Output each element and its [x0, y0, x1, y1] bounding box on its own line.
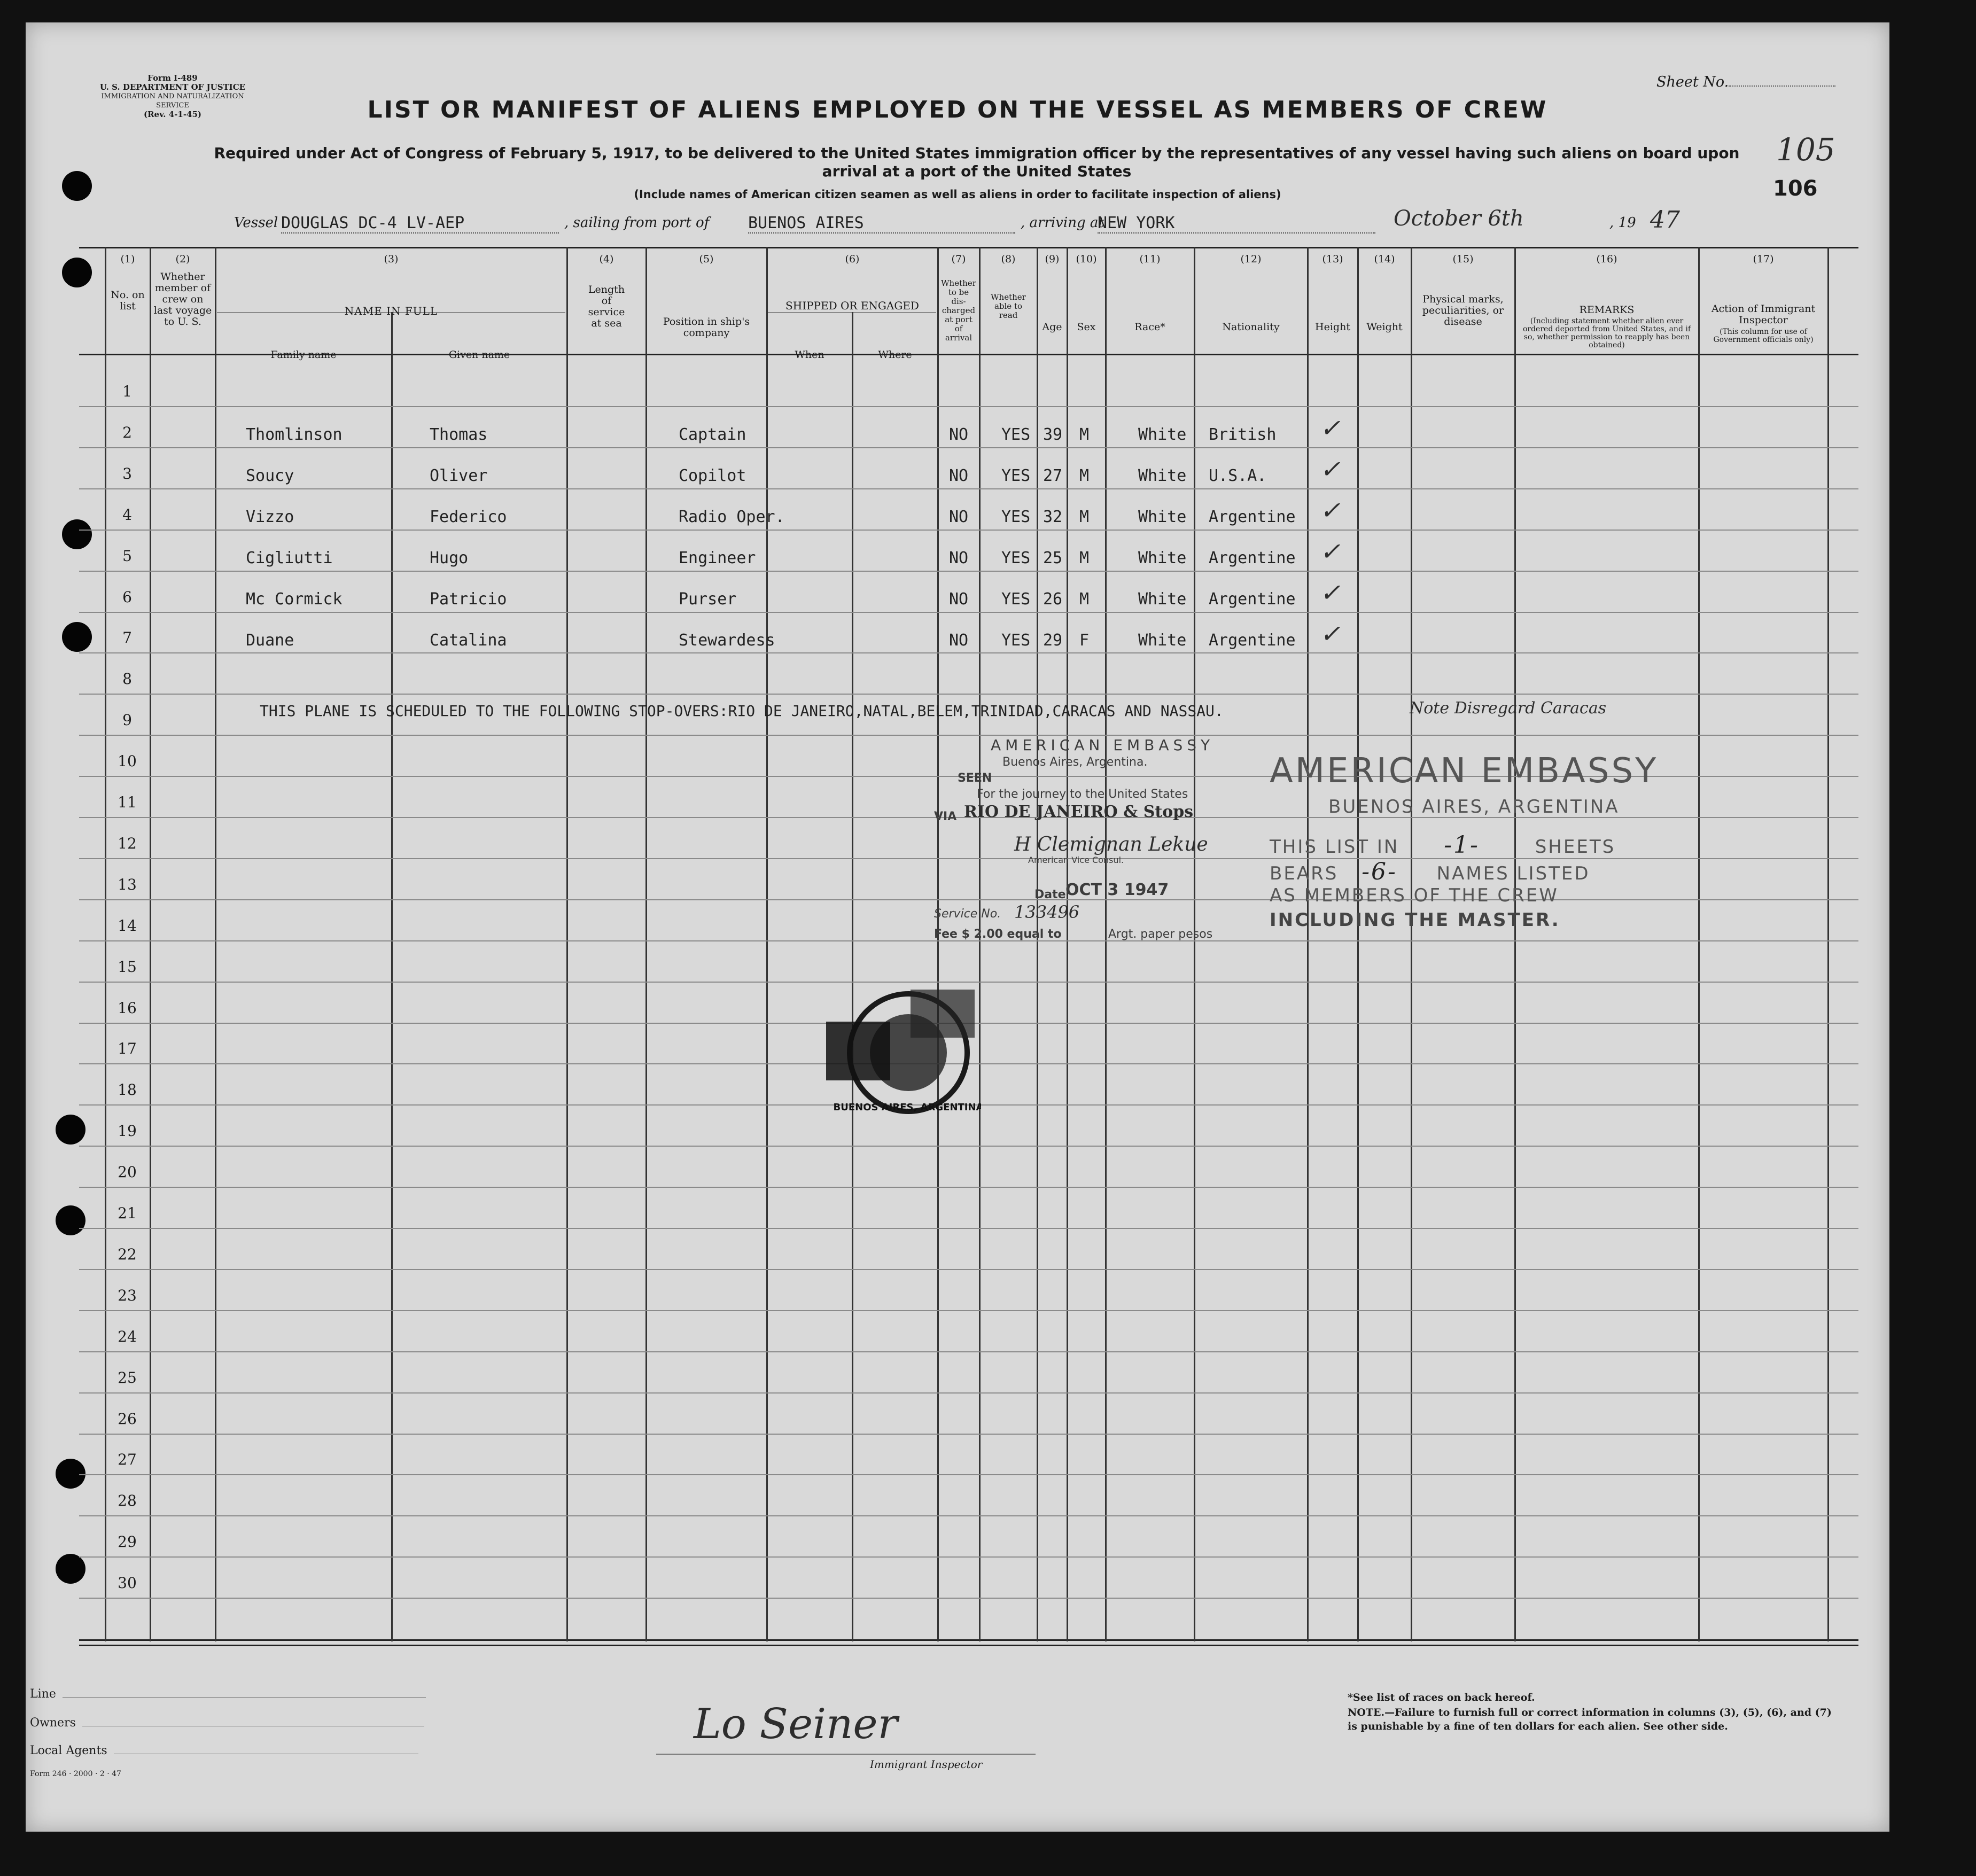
col-number: (2) [175, 253, 190, 265]
col-number: (5) [699, 253, 714, 265]
col-number: (6) [845, 253, 860, 265]
col-line [1827, 247, 1829, 1641]
crew-sex: M [1079, 466, 1090, 485]
inspector-signature-line [656, 1754, 1036, 1755]
header-weight: Weight [1366, 321, 1403, 333]
header-length-of-service: Length of service at sea [588, 284, 625, 329]
inspector-signature: Lo Seiner [694, 1700, 898, 1748]
row-number: 14 [118, 917, 137, 935]
header-nationality: Nationality [1222, 321, 1280, 333]
col-line [215, 247, 216, 1641]
header-inspector-action-title: Action of Immigrant Inspector [1711, 303, 1816, 326]
col-line [150, 247, 151, 1641]
crew-nationality: Argentine [1209, 590, 1296, 609]
embassy-stamp-line6: INCLUDING THE MASTER. [1270, 909, 1560, 931]
col-line [1105, 247, 1107, 1641]
row-number: 21 [118, 1204, 137, 1222]
row-rule [79, 1556, 1858, 1558]
crew-age: 32 [1043, 508, 1063, 526]
crew-able-to-read: YES [1001, 466, 1031, 485]
footer-agents-label: Local Agents [30, 1744, 418, 1757]
row-number: 6 [122, 588, 132, 606]
col-line [1514, 247, 1516, 1641]
punch-hole [56, 1459, 85, 1489]
row-rule [79, 1228, 1858, 1229]
crew-given-name: Hugo [430, 549, 469, 567]
crew-position: Engineer [679, 549, 756, 567]
header-remarks: (Including statement whether alien ever ordered deported from United States, and if so, whether permission to reapply has been obtained) [1522, 317, 1691, 349]
header-shipped-engaged: SHIPPED OR ENGAGED [785, 299, 919, 312]
crew-height-check: ✓ [1320, 537, 1341, 566]
row-rule [79, 1187, 1858, 1188]
crew-able-to-read: YES [1001, 590, 1031, 609]
crew-family-name: Duane [246, 631, 294, 650]
row-rule [79, 1515, 1858, 1516]
row-rule [79, 1392, 1858, 1394]
row-number: 17 [118, 1040, 137, 1057]
header-sex: Sex [1077, 321, 1096, 333]
service-name: IMMIGRATION AND NATURALIZATION SERVICE [101, 92, 244, 110]
crew-given-name: Catalina [430, 631, 507, 650]
row-rule [79, 1474, 1858, 1475]
header-race: Race* [1134, 321, 1165, 333]
row-number: 30 [118, 1574, 137, 1592]
header-given-name: Given name [448, 349, 510, 361]
header-name-in-full: NAME IN FULL [344, 305, 438, 317]
crew-given-name: Federico [430, 508, 507, 526]
header-discharged: Whether to be dis-charged at port of arrival [941, 278, 976, 342]
crew-age: 39 [1043, 425, 1063, 444]
row-rule [79, 652, 1858, 653]
header-shipped-when: When [795, 349, 824, 361]
col-line [1307, 247, 1309, 1641]
visa-stamp-fee-label: Fee $ 2.00 equal to [934, 928, 1062, 941]
crew-nationality: Argentine [1209, 549, 1296, 567]
crew-nationality: British [1209, 425, 1277, 444]
consular-seal [821, 984, 981, 1123]
crew-able-to-read: YES [1001, 425, 1031, 444]
visa-stamp-line1: AMERICAN EMBASSY [991, 736, 1215, 754]
crew-able-to-read: YES [1001, 508, 1031, 526]
crew-family-name: Vizzo [246, 508, 294, 526]
col-number: (10) [1076, 253, 1097, 265]
crew-position: Copilot [679, 466, 746, 485]
crew-race: White [1138, 508, 1187, 526]
col-number: (15) [1452, 253, 1474, 265]
col-number: (16) [1596, 253, 1617, 265]
row-number: 15 [118, 958, 137, 976]
visa-stamp-service-value: 133496 [1014, 902, 1080, 922]
visa-stamp-service-label: Service No. [934, 907, 1001, 921]
row-rule [79, 447, 1858, 448]
row-number: 23 [118, 1287, 137, 1304]
row-rule [79, 899, 1858, 900]
embassy-stamp-line3: THIS LIST IN -1- SHEETS [1270, 831, 1616, 859]
embassy-stamp-line1: AMERICAN EMBASSY [1270, 751, 1659, 791]
crew-age: 29 [1043, 631, 1063, 650]
year-value: 47 [1650, 206, 1680, 233]
visa-stamp-date-value: OCT 3 1947 [1065, 881, 1169, 899]
col-line [852, 312, 853, 1641]
page-number-stamped: 106 [1773, 176, 1818, 201]
crew-race: White [1138, 631, 1187, 650]
races-note: *See list of races on back hereof. [1348, 1692, 1535, 1703]
crew-position: Captain [679, 425, 746, 444]
table-bottom-border-2 [79, 1645, 1858, 1646]
crew-nationality: Argentine [1209, 631, 1296, 650]
col-number: (8) [1001, 253, 1016, 265]
form-subtitle: Required under Act of Congress of February 5, 1917, to be delivered to the United States immigration officer by the representatives of any vessel having such aliens on board upon arrival at a port of the United States [214, 144, 1740, 180]
crew-sex: M [1079, 549, 1090, 567]
row-rule [79, 982, 1858, 983]
crew-family-name: Mc Cormick [246, 590, 343, 609]
row-number: 5 [122, 547, 132, 565]
sheet-number-label: Sheet No. [1656, 74, 1835, 90]
row-rule [79, 1434, 1858, 1435]
col-line [1194, 247, 1195, 1641]
page-number-handwritten: 105 [1776, 131, 1835, 168]
crew-sex: M [1079, 590, 1090, 609]
crew-race: White [1138, 466, 1187, 485]
crew-height-check: ✓ [1320, 496, 1341, 525]
punch-hole [56, 1205, 85, 1235]
row-number: 8 [122, 670, 132, 688]
penalty-note: NOTE.—Failure to furnish full or correct information in columns (3), (5), (6), and (7) is punishable by a fine of ten dollars for each alien. See other side. [1348, 1707, 1832, 1732]
table-bottom-border [79, 1639, 1858, 1641]
header-no-on-list: No. on list [111, 289, 145, 312]
visa-stamp-journey: For the journey to the United States [977, 788, 1188, 801]
col-line [566, 247, 568, 1641]
crew-age: 27 [1043, 466, 1063, 485]
col-number: (17) [1753, 253, 1774, 265]
row-number: 11 [118, 793, 137, 811]
row-number: 9 [122, 711, 132, 729]
row-rule [79, 406, 1858, 407]
department-name: U. S. DEPARTMENT OF JUSTICE [99, 82, 246, 92]
crew-position: Stewardess [679, 631, 775, 650]
crew-height-check: ✓ [1320, 578, 1341, 607]
row-rule [79, 1269, 1858, 1270]
row-number: 13 [118, 876, 137, 893]
revision: (Rev. 4-1-45) [143, 110, 202, 119]
footer-form-number: Form 246 · 2000 · 2 · 47 [30, 1770, 121, 1778]
col-number: (4) [599, 253, 614, 265]
punch-hole [62, 519, 92, 549]
crew-given-name: Thomas [430, 425, 488, 444]
col-line [645, 247, 647, 1641]
visa-stamp-line2: Buenos Aires, Argentina. [1002, 756, 1148, 769]
crew-discharged: NO [949, 631, 969, 650]
row-number: 28 [118, 1492, 137, 1509]
crew-able-to-read: YES [1001, 631, 1031, 650]
crew-sex: M [1079, 508, 1090, 526]
visa-stamp-seen: SEEN [958, 772, 992, 785]
crew-race: White [1138, 425, 1187, 444]
crew-given-name: Oliver [430, 466, 488, 485]
vessel-value: DOUGLAS DC-4 LV-AEP [281, 214, 559, 233]
crew-race: White [1138, 590, 1187, 609]
col-line [979, 247, 981, 1641]
row-number: 1 [122, 383, 132, 400]
col-number: (7) [951, 253, 966, 265]
manifest-sheet [26, 22, 1889, 1832]
row-number: 25 [118, 1369, 137, 1387]
col-line [1067, 247, 1068, 1641]
col-number: (1) [120, 253, 135, 265]
col-number: (13) [1322, 253, 1343, 265]
row-number: 24 [118, 1328, 137, 1345]
row-number: 29 [118, 1533, 137, 1551]
col-number: (9) [1045, 253, 1060, 265]
crew-discharged: NO [949, 549, 969, 567]
row-rule [79, 1598, 1858, 1599]
punch-hole [62, 258, 92, 287]
visa-stamp-consul: American Vice Consul. [1028, 855, 1124, 865]
crew-discharged: NO [949, 466, 969, 485]
col-line [1357, 247, 1359, 1641]
col-line [391, 312, 393, 1641]
crew-family-name: Thomlinson [246, 425, 343, 444]
header-age: Age [1042, 321, 1062, 333]
col-line [1411, 247, 1412, 1641]
header-position: Position in ship's company [663, 316, 750, 339]
col-line [105, 247, 106, 1641]
header-shipped-where: Where [878, 349, 912, 361]
sailing-value: BUENOS AIRES [748, 214, 1015, 233]
arriving-label: , arriving at [1021, 215, 1104, 231]
arriving-value: NEW YORK [1098, 214, 1375, 233]
crew-able-to-read: YES [1001, 549, 1031, 567]
col-line [1037, 247, 1038, 1641]
crew-position: Purser [679, 590, 737, 609]
visa-stamp-via-value: RIO DE JANEIRO & Stops [964, 803, 1194, 821]
row-number: 12 [118, 835, 137, 852]
row-number: 18 [118, 1081, 137, 1099]
row-rule [79, 735, 1858, 736]
crew-height-check: ✓ [1320, 619, 1341, 648]
header-able-to-read: Whether able to read [991, 292, 1026, 320]
punch-hole [62, 622, 92, 652]
crew-family-name: Cigliutti [246, 549, 333, 567]
visa-stamp-signature: H Clemignan Lekue [1014, 834, 1208, 855]
col-line [766, 247, 768, 1641]
row-number: 7 [122, 629, 132, 647]
crew-nationality: Argentine [1209, 508, 1296, 526]
visa-stamp-via-label: VIA [934, 810, 957, 823]
inspector-label: Immigrant Inspector [870, 1758, 983, 1771]
crew-family-name: Soucy [246, 466, 294, 485]
row-number: 20 [118, 1163, 137, 1181]
row-number: 22 [118, 1246, 137, 1263]
crew-age: 26 [1043, 590, 1063, 609]
row-number: 4 [122, 506, 132, 524]
date-value: October 6th [1394, 206, 1524, 231]
stopover-note: THIS PLANE IS SCHEDULED TO THE FOLLOWING STOP-OVERS:RIO DE JANEIRO,NATAL,BELEM,TRINIDAD,CARACAS AND NASSAU. [260, 702, 1224, 720]
header-inspector-action: (This column for use of Government officials only) [1713, 328, 1814, 344]
header-remarks-title: REMARKS [1579, 304, 1635, 316]
row-number: 26 [118, 1410, 137, 1428]
row-rule [79, 1351, 1858, 1352]
row-rule [79, 612, 1858, 613]
row-rule [79, 530, 1858, 531]
row-number: 27 [118, 1451, 137, 1468]
col-number: (11) [1139, 253, 1161, 265]
row-number: 3 [122, 465, 132, 482]
row-rule [79, 1146, 1858, 1147]
row-rule [79, 1310, 1858, 1311]
header-height: Height [1315, 321, 1350, 333]
crew-position: Radio Oper. [679, 508, 785, 526]
embassy-stamp-line2: BUENOS AIRES, ARGENTINA [1328, 796, 1620, 818]
form-title: LIST OR MANIFEST OF ALIENS EMPLOYED ON THE VESSEL AS MEMBERS OF CREW [367, 96, 1548, 123]
embassy-stamp-line4: BEARS -6- NAMES LISTED [1270, 858, 1590, 885]
form-number: Form I-489 [147, 73, 198, 83]
col-number: (12) [1240, 253, 1262, 265]
row-rule [79, 571, 1858, 572]
crew-discharged: NO [949, 425, 969, 444]
row-number: 16 [118, 999, 137, 1017]
vessel-label: Vessel [234, 215, 278, 231]
crew-sex: M [1079, 425, 1090, 444]
crew-discharged: NO [949, 508, 969, 526]
col-line [937, 247, 939, 1641]
footer-owners-label: Owners [30, 1716, 424, 1730]
form-subnote: (Include names of American citizen seamen as well as aliens in order to facilitate inspection of aliens) [634, 188, 1281, 201]
col-number: (3) [384, 253, 399, 265]
crew-age: 25 [1043, 549, 1063, 567]
col-line [1698, 247, 1700, 1641]
row-rule [79, 488, 1858, 489]
crew-given-name: Patricio [430, 590, 507, 609]
crew-height-check: ✓ [1320, 414, 1341, 442]
row-number: 2 [122, 424, 132, 441]
col-number: (14) [1374, 253, 1395, 265]
embassy-stamp-line5: AS MEMBERS OF THE CREW [1270, 885, 1559, 906]
visa-stamp-date-label: Date [1034, 888, 1066, 901]
year-prefix: , 19 [1609, 215, 1636, 231]
footer-line-label: Line [30, 1687, 426, 1701]
row-number: 19 [118, 1122, 137, 1140]
header-last-voyage: Whether member of crew on last voyage to U. S. [153, 271, 212, 328]
row-number: 10 [118, 752, 137, 770]
seal-text: BUENOS AIRES, ARGENTINA [833, 1102, 981, 1113]
crew-sex: F [1079, 631, 1090, 650]
row-rule [79, 694, 1858, 695]
stopover-handwritten-note: Note Disregard Caracas [1410, 699, 1607, 718]
punch-hole [56, 1115, 85, 1145]
visa-stamp-fee-tail: Argt. paper pesos [1108, 928, 1213, 941]
crew-height-check: ✓ [1320, 455, 1341, 484]
punch-hole [56, 1554, 85, 1584]
crew-race: White [1138, 549, 1187, 567]
header-family-name: Family name [270, 349, 337, 361]
sailing-label: , sailing from port of [564, 215, 710, 231]
crew-discharged: NO [949, 590, 969, 609]
table-top-border [79, 247, 1858, 248]
header-physical-marks: Physical marks, peculiarities, or disease [1422, 293, 1504, 328]
crew-nationality: U.S.A. [1209, 466, 1267, 485]
